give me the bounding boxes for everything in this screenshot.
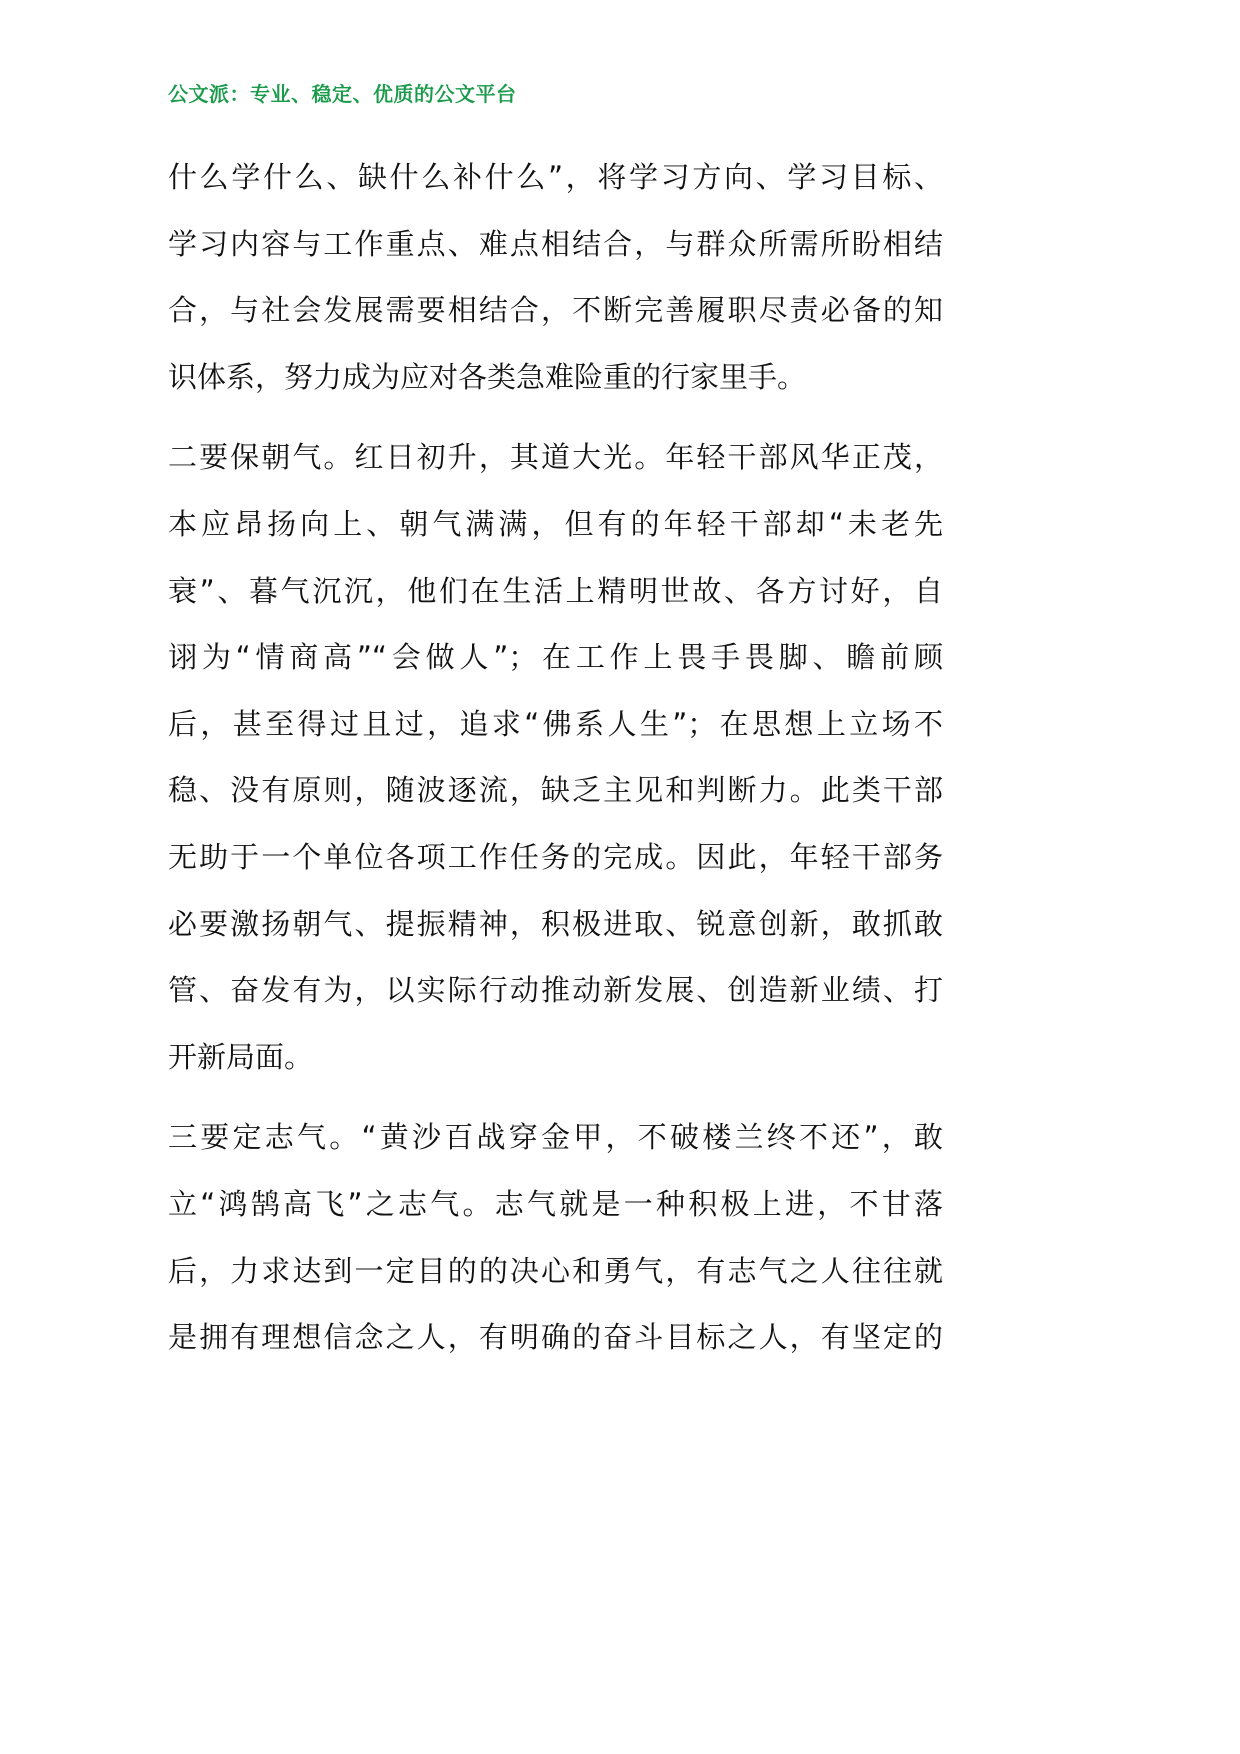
text-line: 识体系，努力成为应对各类急难险重的行家里手。 bbox=[168, 359, 807, 394]
document-body bbox=[168, 144, 943, 1371]
text-line: 合，与社会发展需要相结合，不断完善履职尽责必备的知 bbox=[168, 293, 943, 328]
text-line: 后，甚至得过且过，追求“佛系人生”；在思想上立场不 bbox=[168, 706, 943, 741]
text-line: 后，力求达到一定目的的决心和勇气，有志气之人往往就 bbox=[168, 1253, 943, 1288]
text-line: 衰”、暮气沉沉，他们在生活上精明世故、各方讨好，自 bbox=[168, 573, 943, 608]
text-line: 二要保朝气。红日初升，其道大光。年轻干部风华正茂， bbox=[168, 440, 943, 475]
text-line: 什么学什么、缺什么补什么”，将学习方向、学习目标、 bbox=[168, 160, 943, 194]
text-line: 稳、没有原则，随波逐流，缺乏主见和判断力。此类干部 bbox=[168, 773, 943, 808]
paragraph-1 bbox=[168, 144, 943, 410]
text-line: 本应昂扬向上、朝气满满，但有的年轻干部却“未老先 bbox=[168, 506, 943, 541]
text-line: 立“鸿鹄高飞”之志气。志气就是一种积极上进，不甘落 bbox=[168, 1186, 943, 1221]
text-line: 无助于一个单位各项工作任务的完成。因此，年轻干部务 bbox=[168, 839, 943, 874]
text-line: 必要激扬朝气、提振精神，积极进取、锐意创新，敢抓敢 bbox=[168, 906, 943, 941]
text-line: 三要定志气。“黄沙百战穿金甲，不破楼兰终不还”，敢 bbox=[168, 1120, 943, 1155]
paragraph-3 bbox=[168, 1104, 943, 1370]
page-header-title: 公文派：专业、稳定、优质的公文平台 bbox=[168, 82, 517, 106]
paragraph-2 bbox=[168, 424, 943, 1090]
text-line: 诩为“情商高”“会做人”；在工作上畏手畏脚、瞻前顾 bbox=[168, 640, 943, 675]
text-line: 是拥有理想信念之人，有明确的奋斗目标之人，有坚定的 bbox=[168, 1320, 943, 1355]
text-line: 管、奋发有为，以实际行动推动新发展、创造新业绩、打 bbox=[168, 973, 943, 1008]
text-line: 学习内容与工作重点、难点相结合，与群众所需所盼相结 bbox=[168, 226, 943, 261]
text-line: 开新局面。 bbox=[168, 1039, 314, 1074]
